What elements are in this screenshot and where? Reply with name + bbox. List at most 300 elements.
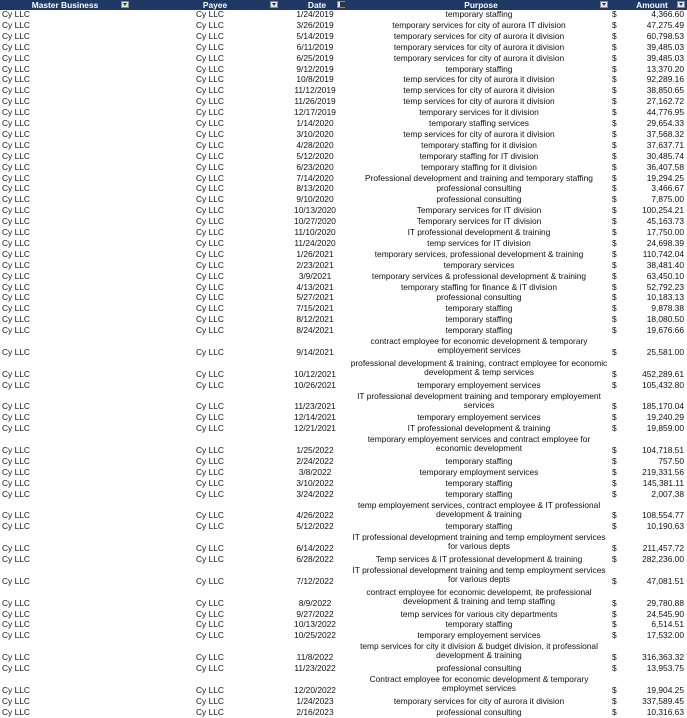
date-cell[interactable]: 11/10/2020 (294, 228, 336, 237)
currency-symbol-cell[interactable]: $ (612, 315, 617, 325)
payee-cell[interactable]: Cy LLC (196, 685, 224, 695)
date-cell[interactable]: 5/12/2020 (296, 151, 334, 161)
currency-symbol-cell[interactable]: $ (612, 31, 617, 41)
currency-symbol-cell[interactable]: $ (612, 620, 617, 630)
amount-cell[interactable]: 25,581.00 (646, 347, 684, 357)
amount-cell[interactable]: 108,554.77 (642, 511, 684, 521)
payee-cell[interactable]: Cy LLC (196, 576, 224, 586)
amount-cell[interactable]: 10,190.63 (646, 522, 684, 532)
master-business-cell[interactable]: Cy LLC (2, 347, 30, 357)
amount-cell[interactable]: 211,457.72 (642, 544, 684, 554)
date-cell[interactable]: 1/24/2023 (296, 696, 334, 706)
purpose-cell[interactable]: temporary staffing (445, 304, 513, 314)
header-amount[interactable]: Amount (636, 0, 668, 10)
master-business-cell[interactable]: Cy LLC (2, 206, 30, 216)
purpose-cell[interactable]: temporary services for city of aurora it division (393, 31, 565, 41)
amount-cell[interactable]: 185,170.04 (642, 402, 684, 412)
purpose-cell[interactable]: IT professional development training and temp employment services for various depts (352, 533, 606, 552)
amount-cell[interactable]: 219,331.56 (642, 467, 684, 477)
master-business-cell[interactable]: Cy LLC (2, 609, 30, 619)
amount-cell[interactable]: 19,859.00 (646, 424, 684, 434)
amount-cell[interactable]: 10,316.63 (646, 707, 684, 717)
date-cell[interactable]: 10/13/2022 (294, 620, 336, 630)
payee-cell[interactable]: Cy LLC (196, 446, 224, 455)
currency-symbol-cell[interactable]: $ (612, 53, 617, 63)
currency-symbol-cell[interactable]: $ (612, 402, 617, 412)
amount-cell[interactable]: 38,481.40 (646, 260, 684, 270)
currency-symbol-cell[interactable]: $ (612, 75, 617, 85)
currency-symbol-cell[interactable]: $ (612, 380, 617, 390)
amount-cell[interactable]: 30,485.74 (646, 151, 684, 161)
purpose-cell[interactable]: temp services for city of aurora it division (403, 86, 555, 96)
purpose-cell[interactable]: professional consulting (436, 184, 522, 194)
date-cell[interactable]: 10/12/2021 (294, 369, 336, 379)
master-business-cell[interactable]: Cy LLC (2, 489, 30, 499)
purpose-cell[interactable]: temporary services for city of aurora it division (393, 53, 565, 63)
currency-symbol-cell[interactable]: $ (612, 511, 617, 521)
amount-cell[interactable]: 18,080.50 (646, 315, 684, 325)
amount-cell[interactable]: 10,183.13 (646, 293, 684, 303)
purpose-cell[interactable]: temporary employement services (417, 380, 541, 390)
amount-cell[interactable]: 47,275.49 (646, 20, 684, 30)
amount-cell[interactable]: 757.50 (658, 456, 684, 466)
currency-symbol-cell[interactable]: $ (612, 129, 617, 139)
date-cell[interactable]: 3/26/2019 (296, 20, 334, 30)
purpose-cell[interactable]: temp services for city of aurora it division (403, 75, 555, 85)
amount-cell[interactable]: 19,904.25 (646, 685, 684, 695)
master-business-cell[interactable]: Cy LLC (2, 42, 30, 52)
payee-cell[interactable]: Cy LLC (196, 42, 224, 52)
payee-cell[interactable]: Cy LLC (196, 707, 224, 717)
purpose-cell[interactable]: temporary services, professional development & training (374, 249, 584, 259)
purpose-filter-icon[interactable] (600, 1, 608, 8)
currency-symbol-cell[interactable]: $ (612, 456, 617, 466)
currency-symbol-cell[interactable]: $ (612, 238, 617, 248)
date-cell[interactable]: 11/23/2022 (294, 664, 336, 673)
header-payee[interactable]: Payee (202, 0, 228, 10)
payee-filter-icon[interactable] (270, 1, 278, 8)
currency-symbol-cell[interactable]: $ (612, 598, 617, 608)
master-business-cell[interactable]: Cy LLC (2, 228, 30, 237)
currency-symbol-cell[interactable]: $ (612, 293, 617, 303)
purpose-cell[interactable]: temp services for various city departments (400, 609, 558, 619)
purpose-cell[interactable]: temporary employement services (417, 631, 541, 641)
currency-symbol-cell[interactable]: $ (612, 206, 617, 216)
date-cell[interactable]: 8/9/2022 (298, 598, 332, 608)
master-business-cell[interactable]: Cy LLC (2, 173, 30, 183)
master-business-cell[interactable]: Cy LLC (2, 522, 30, 532)
payee-cell[interactable]: Cy LLC (196, 315, 224, 325)
currency-symbol-cell[interactable]: $ (612, 664, 617, 673)
purpose-cell[interactable]: temporary employment services (419, 467, 539, 477)
date-cell[interactable]: 11/26/2019 (294, 97, 336, 107)
purpose-cell[interactable]: Temporary services for IT division (416, 206, 542, 216)
amount-cell[interactable]: 44,776.95 (646, 108, 684, 118)
amount-cell[interactable]: 63,450.10 (646, 271, 684, 281)
payee-cell[interactable]: Cy LLC (196, 653, 224, 663)
master-business-cell[interactable]: Cy LLC (2, 631, 30, 641)
payee-cell[interactable]: Cy LLC (196, 456, 224, 466)
payee-cell[interactable]: Cy LLC (196, 522, 224, 532)
amount-cell[interactable]: 29,780.88 (646, 598, 684, 608)
payee-cell[interactable]: Cy LLC (196, 598, 224, 608)
payee-cell[interactable]: Cy LLC (196, 217, 224, 227)
date-cell[interactable]: 9/27/2022 (296, 609, 334, 619)
payee-cell[interactable]: Cy LLC (196, 478, 224, 488)
date-cell[interactable]: 5/27/2021 (296, 293, 334, 303)
purpose-cell[interactable]: professional development & training, contract employee for economic development & temp services (350, 358, 608, 377)
master-business-cell[interactable]: Cy LLC (2, 249, 30, 259)
payee-cell[interactable]: Cy LLC (196, 184, 224, 194)
amount-cell[interactable]: 37,568.32 (646, 129, 684, 139)
purpose-cell[interactable]: temporary services for it division (419, 108, 539, 118)
amount-cell[interactable]: 316,363.32 (642, 653, 684, 663)
date-cell[interactable]: 6/11/2019 (296, 42, 334, 52)
master-business-cell[interactable]: Cy LLC (2, 293, 30, 303)
master-business-cell[interactable]: Cy LLC (2, 151, 30, 161)
payee-cell[interactable]: Cy LLC (196, 129, 224, 139)
amount-cell[interactable]: 17,532.00 (646, 631, 684, 641)
payee-cell[interactable]: Cy LLC (196, 347, 224, 357)
amount-cell[interactable]: 100,254.21 (642, 206, 684, 216)
payee-cell[interactable]: Cy LLC (196, 424, 224, 434)
master-business-cell[interactable]: Cy LLC (2, 129, 30, 139)
date-cell[interactable]: 10/26/2021 (294, 380, 336, 390)
payee-cell[interactable]: Cy LLC (196, 467, 224, 477)
master-business-cell[interactable]: Cy LLC (2, 184, 30, 194)
purpose-cell[interactable]: temporary staffing for it division (421, 140, 537, 150)
currency-symbol-cell[interactable]: $ (612, 555, 617, 564)
master-business-cell[interactable]: Cy LLC (2, 598, 30, 608)
purpose-cell[interactable]: temporary employement services and contract employee for economic development (367, 435, 591, 454)
payee-cell[interactable]: Cy LLC (196, 10, 224, 19)
currency-symbol-cell[interactable]: $ (612, 631, 617, 641)
payee-cell[interactable]: Cy LLC (196, 555, 224, 564)
amount-cell[interactable]: 92,289.16 (646, 75, 684, 85)
currency-symbol-cell[interactable]: $ (612, 696, 617, 706)
payee-cell[interactable]: Cy LLC (196, 326, 224, 336)
master-business-cell[interactable]: Cy LLC (2, 707, 30, 717)
purpose-cell[interactable]: temporary staffing (445, 326, 513, 336)
date-cell[interactable]: 8/24/2021 (296, 326, 334, 336)
purpose-cell[interactable]: IT professional development training and temporary employement services (357, 391, 601, 410)
date-cell[interactable]: 6/25/2019 (296, 53, 334, 63)
date-sort-icon[interactable] (337, 1, 345, 8)
date-cell[interactable]: 7/12/2022 (296, 576, 334, 586)
currency-symbol-cell[interactable]: $ (612, 347, 617, 357)
amount-cell[interactable]: 145,381.11 (642, 478, 684, 488)
header-date[interactable]: Date (307, 0, 327, 10)
date-cell[interactable]: 10/13/2020 (294, 206, 336, 216)
currency-symbol-cell[interactable]: $ (612, 467, 617, 477)
currency-symbol-cell[interactable]: $ (612, 489, 617, 499)
payee-cell[interactable]: Cy LLC (196, 64, 224, 74)
amount-cell[interactable]: 3,466.67 (651, 184, 684, 194)
payee-cell[interactable]: Cy LLC (196, 369, 224, 379)
currency-symbol-cell[interactable]: $ (612, 228, 617, 237)
date-cell[interactable]: 12/14/2021 (294, 413, 336, 423)
payee-cell[interactable]: Cy LLC (196, 696, 224, 706)
purpose-cell[interactable]: IT professional development & training (407, 228, 551, 237)
purpose-cell[interactable]: IT professional development & training (407, 424, 551, 434)
purpose-cell[interactable]: temporary staffing (445, 522, 513, 532)
amount-cell[interactable]: 24,545.90 (646, 609, 684, 619)
payee-cell[interactable]: Cy LLC (196, 162, 224, 172)
currency-symbol-cell[interactable]: $ (612, 162, 617, 172)
purpose-cell[interactable]: temp services for city of aurora it division (403, 97, 555, 107)
amount-cell[interactable]: 29,654.33 (646, 119, 684, 128)
date-cell[interactable]: 3/10/2022 (296, 478, 334, 488)
currency-symbol-cell[interactable]: $ (612, 64, 617, 74)
currency-symbol-cell[interactable]: $ (612, 217, 617, 227)
amount-cell[interactable]: 39,485.03 (646, 53, 684, 63)
currency-symbol-cell[interactable]: $ (612, 653, 617, 663)
purpose-cell[interactable]: professional consulting (436, 707, 522, 717)
master-business-cell[interactable]: Cy LLC (2, 685, 30, 695)
master-business-cell[interactable]: Cy LLC (2, 162, 30, 172)
payee-cell[interactable]: Cy LLC (196, 97, 224, 107)
date-cell[interactable]: 4/26/2022 (296, 511, 334, 521)
master-business-cell[interactable]: Cy LLC (2, 478, 30, 488)
payee-cell[interactable]: Cy LLC (196, 31, 224, 41)
currency-symbol-cell[interactable]: $ (612, 249, 617, 259)
amount-cell[interactable]: 37,637.71 (646, 140, 684, 150)
amount-cell[interactable]: 24,698.39 (646, 238, 684, 248)
date-cell[interactable]: 9/12/2019 (296, 64, 334, 74)
amount-cell[interactable]: 104,718.51 (642, 446, 684, 455)
master-business-cell[interactable]: Cy LLC (2, 555, 30, 564)
currency-symbol-cell[interactable]: $ (612, 544, 617, 554)
purpose-cell[interactable]: temporary staffing for it division (421, 162, 537, 172)
date-cell[interactable]: 4/28/2020 (296, 140, 334, 150)
amount-filter-icon[interactable] (677, 1, 685, 8)
master-business-cell[interactable]: Cy LLC (2, 620, 30, 630)
date-cell[interactable]: 8/13/2020 (296, 184, 334, 194)
date-cell[interactable]: 3/9/2021 (298, 271, 332, 281)
purpose-cell[interactable]: Temporary services for IT division (416, 217, 542, 227)
payee-cell[interactable]: Cy LLC (196, 402, 224, 412)
date-cell[interactable]: 1/14/2020 (296, 119, 334, 128)
date-cell[interactable]: 10/8/2019 (296, 75, 334, 85)
payee-cell[interactable]: Cy LLC (196, 282, 224, 292)
amount-cell[interactable]: 19,294.25 (646, 173, 684, 183)
payee-cell[interactable]: Cy LLC (196, 75, 224, 85)
master-business-filter-icon[interactable] (121, 1, 129, 8)
purpose-cell[interactable]: temporary staffing (445, 489, 513, 499)
payee-cell[interactable]: Cy LLC (196, 664, 224, 673)
master-business-cell[interactable]: Cy LLC (2, 424, 30, 434)
header-purpose[interactable]: Purpose (464, 0, 498, 10)
currency-symbol-cell[interactable]: $ (612, 609, 617, 619)
currency-symbol-cell[interactable]: $ (612, 97, 617, 107)
purpose-cell[interactable]: Temp services & IT professional development & training (375, 555, 583, 564)
purpose-cell[interactable]: temporary staffing (445, 456, 513, 466)
purpose-cell[interactable]: temporary services for city of aurora it division (393, 696, 565, 706)
purpose-cell[interactable]: temporary services for city of aurora IT division (392, 20, 566, 30)
master-business-cell[interactable]: Cy LLC (2, 369, 30, 379)
purpose-cell[interactable]: Professional development and training and temporary staffing (365, 173, 593, 183)
payee-cell[interactable]: Cy LLC (196, 620, 224, 630)
purpose-cell[interactable]: temporary services & professional development & training (371, 271, 587, 281)
currency-symbol-cell[interactable]: $ (612, 707, 617, 717)
purpose-cell[interactable]: temporary staffing (445, 64, 513, 74)
currency-symbol-cell[interactable]: $ (612, 173, 617, 183)
master-business-cell[interactable]: Cy LLC (2, 326, 30, 336)
amount-cell[interactable]: 52,792.23 (646, 282, 684, 292)
purpose-cell[interactable]: contract employee for economic development & temporary employement services (370, 337, 588, 355)
payee-cell[interactable]: Cy LLC (196, 489, 224, 499)
master-business-cell[interactable]: Cy LLC (2, 64, 30, 74)
currency-symbol-cell[interactable]: $ (612, 424, 617, 434)
amount-cell[interactable]: 2,007.38 (651, 489, 684, 499)
payee-cell[interactable]: Cy LLC (196, 293, 224, 303)
purpose-cell[interactable]: temp employement services, contract employee & IT professional development & training (357, 500, 601, 519)
master-business-cell[interactable]: Cy LLC (2, 140, 30, 150)
currency-symbol-cell[interactable]: $ (612, 576, 617, 586)
payee-cell[interactable]: Cy LLC (196, 119, 224, 128)
date-cell[interactable]: 5/14/2019 (296, 31, 334, 41)
payee-cell[interactable]: Cy LLC (196, 380, 224, 390)
master-business-cell[interactable]: Cy LLC (2, 108, 30, 118)
payee-cell[interactable]: Cy LLC (196, 151, 224, 161)
date-cell[interactable]: 6/28/2022 (296, 555, 334, 564)
currency-symbol-cell[interactable]: $ (612, 86, 617, 96)
master-business-cell[interactable]: Cy LLC (2, 467, 30, 477)
currency-symbol-cell[interactable]: $ (612, 260, 617, 270)
master-business-cell[interactable]: Cy LLC (2, 446, 30, 455)
date-cell[interactable]: 3/10/2020 (296, 129, 334, 139)
date-cell[interactable]: 11/8/2022 (296, 653, 334, 663)
currency-symbol-cell[interactable]: $ (612, 195, 617, 205)
master-business-cell[interactable]: Cy LLC (2, 86, 30, 96)
purpose-cell[interactable]: professional consulting (436, 195, 522, 205)
purpose-cell[interactable]: IT professional development training and temp employment services for various depts (352, 565, 606, 584)
amount-cell[interactable]: 47,081.51 (646, 576, 684, 586)
amount-cell[interactable]: 4,366.60 (651, 10, 684, 19)
currency-symbol-cell[interactable]: $ (612, 151, 617, 161)
master-business-cell[interactable]: Cy LLC (2, 97, 30, 107)
amount-cell[interactable]: 452,289.61 (642, 369, 684, 379)
master-business-cell[interactable]: Cy LLC (2, 653, 30, 663)
amount-cell[interactable]: 27,162.72 (646, 97, 684, 107)
purpose-cell[interactable]: temporary staffing (445, 620, 513, 630)
payee-cell[interactable]: Cy LLC (196, 511, 224, 521)
purpose-cell[interactable]: temporary employement services (417, 413, 541, 423)
payee-cell[interactable]: Cy LLC (196, 260, 224, 270)
master-business-cell[interactable]: Cy LLC (2, 195, 30, 205)
currency-symbol-cell[interactable]: $ (612, 685, 617, 695)
date-cell[interactable]: 12/21/2021 (294, 424, 336, 434)
date-cell[interactable]: 1/26/2021 (296, 249, 334, 259)
master-business-cell[interactable]: Cy LLC (2, 402, 30, 412)
date-cell[interactable]: 5/12/2022 (296, 522, 334, 532)
payee-cell[interactable]: Cy LLC (196, 609, 224, 619)
purpose-cell[interactable]: temporary staffing services (429, 119, 529, 128)
header-master-business[interactable]: Master Business (31, 0, 99, 10)
currency-symbol-cell[interactable]: $ (612, 304, 617, 314)
currency-symbol-cell[interactable]: $ (612, 326, 617, 336)
amount-cell[interactable]: 7,875.00 (651, 195, 684, 205)
amount-cell[interactable]: 36,407.58 (646, 162, 684, 172)
master-business-cell[interactable]: Cy LLC (2, 217, 30, 227)
purpose-cell[interactable]: temp services for IT division (427, 238, 531, 248)
date-cell[interactable]: 12/17/2019 (294, 108, 336, 118)
date-cell[interactable]: 11/12/2019 (294, 86, 336, 96)
amount-cell[interactable]: 13,953.75 (646, 664, 684, 673)
master-business-cell[interactable]: Cy LLC (2, 456, 30, 466)
date-cell[interactable]: 2/24/2022 (296, 456, 334, 466)
master-business-cell[interactable]: Cy LLC (2, 380, 30, 390)
payee-cell[interactable]: Cy LLC (196, 238, 224, 248)
master-business-cell[interactable]: Cy LLC (2, 696, 30, 706)
master-business-cell[interactable]: Cy LLC (2, 315, 30, 325)
currency-symbol-cell[interactable]: $ (612, 108, 617, 118)
amount-cell[interactable]: 45,163.73 (646, 217, 684, 227)
master-business-cell[interactable]: Cy LLC (2, 31, 30, 41)
date-cell[interactable]: 1/25/2022 (296, 446, 334, 455)
purpose-cell[interactable]: professional consulting (436, 293, 522, 303)
date-cell[interactable]: 6/14/2022 (296, 544, 334, 554)
date-cell[interactable]: 10/25/2022 (294, 631, 336, 641)
master-business-cell[interactable]: Cy LLC (2, 304, 30, 314)
date-cell[interactable]: 3/8/2022 (298, 467, 332, 477)
master-business-cell[interactable]: Cy LLC (2, 53, 30, 63)
master-business-cell[interactable]: Cy LLC (2, 119, 30, 128)
date-cell[interactable]: 11/23/2021 (294, 402, 336, 412)
master-business-cell[interactable]: Cy LLC (2, 75, 30, 85)
purpose-cell[interactable]: temporary services (443, 260, 515, 270)
amount-cell[interactable]: 39,485.03 (646, 42, 684, 52)
master-business-cell[interactable]: Cy LLC (2, 544, 30, 554)
currency-symbol-cell[interactable]: $ (612, 522, 617, 532)
purpose-cell[interactable]: professional consulting (436, 664, 522, 673)
date-cell[interactable]: 8/12/2021 (296, 315, 334, 325)
currency-symbol-cell[interactable]: $ (612, 184, 617, 194)
date-cell[interactable]: 2/23/2021 (296, 260, 334, 270)
payee-cell[interactable]: Cy LLC (196, 195, 224, 205)
currency-symbol-cell[interactable]: $ (612, 369, 617, 379)
payee-cell[interactable]: Cy LLC (196, 173, 224, 183)
payee-cell[interactable]: Cy LLC (196, 206, 224, 216)
payee-cell[interactable]: Cy LLC (196, 413, 224, 423)
purpose-cell[interactable]: temporary staffing (445, 478, 513, 488)
amount-cell[interactable]: 38,850.65 (646, 86, 684, 96)
payee-cell[interactable]: Cy LLC (196, 228, 224, 237)
master-business-cell[interactable]: Cy LLC (2, 10, 30, 19)
purpose-cell[interactable]: temp services for city it division & budget division, it professional development & training (360, 642, 598, 661)
master-business-cell[interactable]: Cy LLC (2, 576, 30, 586)
payee-cell[interactable]: Cy LLC (196, 544, 224, 554)
master-business-cell[interactable]: Cy LLC (2, 511, 30, 521)
purpose-cell[interactable]: temporary services for city of aurora it division (393, 42, 565, 52)
currency-symbol-cell[interactable]: $ (612, 446, 617, 455)
date-cell[interactable]: 6/23/2020 (296, 162, 334, 172)
amount-cell[interactable]: 19,676.66 (646, 326, 684, 336)
payee-cell[interactable]: Cy LLC (196, 271, 224, 281)
amount-cell[interactable]: 6,514.51 (651, 620, 684, 630)
payee-cell[interactable]: Cy LLC (196, 20, 224, 30)
date-cell[interactable]: 4/13/2021 (296, 282, 334, 292)
master-business-cell[interactable]: Cy LLC (2, 664, 30, 673)
amount-cell[interactable]: 19,240.29 (646, 413, 684, 423)
amount-cell[interactable]: 9,878.38 (651, 304, 684, 314)
amount-cell[interactable]: 337,589.45 (642, 696, 684, 706)
payee-cell[interactable]: Cy LLC (196, 249, 224, 259)
master-business-cell[interactable]: Cy LLC (2, 260, 30, 270)
amount-cell[interactable]: 60,798.53 (646, 31, 684, 41)
purpose-cell[interactable]: temporary staffing for IT division (419, 151, 539, 161)
currency-symbol-cell[interactable]: $ (612, 282, 617, 292)
